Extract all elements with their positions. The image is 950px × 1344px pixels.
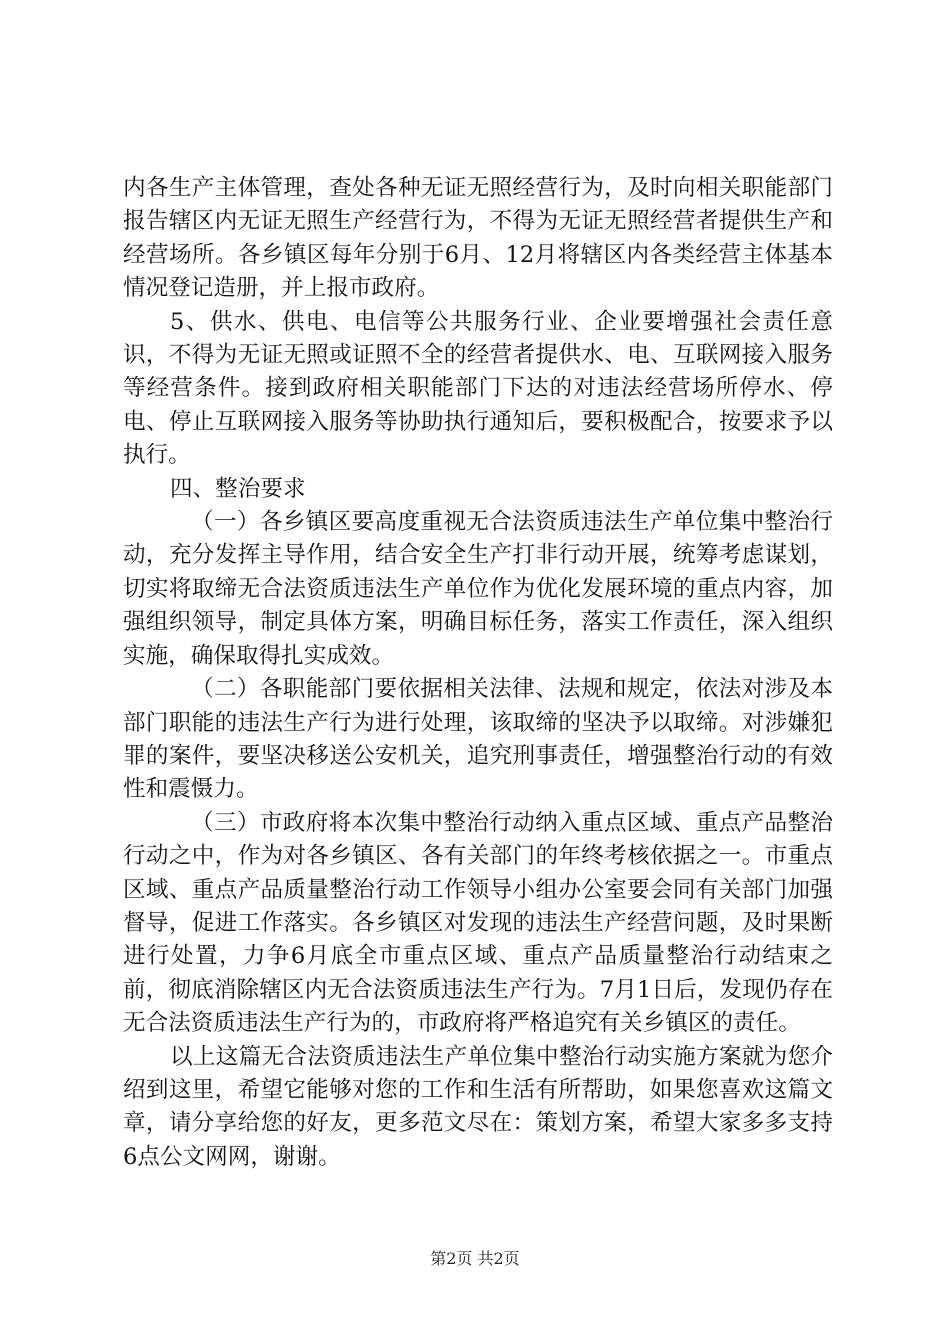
paragraph-requirement-2: （二）各职能部门要依据相关法律、法规和规定，依法对涉及本部门职能的违法生产行为进行处理，该取缔的坚决予以取缔。对涉嫌犯罪的案件，要坚决移送公安机关，追究刑事责任，增强整治行动的有效性和震慑力。 <box>123 676 833 803</box>
document-body <box>123 172 833 1174</box>
paragraph-closing: 以上这篇无合法资质违法生产单位集中整治行动实施方案就为您介绍到这里，希望它能够对您的工作和生活有所帮助，如果您喜欢这篇文章，请分享给您的好友，更多范文尽在：策划方案，希望大家多多支持6点公文网网，谢谢。 <box>123 1043 833 1170</box>
paragraph-requirement-1: （一）各乡镇区要高度重视无合法资质违法生产单位集中整治行动，充分发挥主导作用，结合安全生产打非行动开展，统筹考虑谋划，切实将取缔无合法资质违法生产单位作为优化发展环境的重点内容，加强组织领导，制定具体方案，明确目标任务，落实工作责任，深入组织实施，确保取得扎实成效。 <box>123 509 833 669</box>
section-heading-requirements: 四、整治要求 <box>170 475 306 502</box>
paragraph-continuation: 内各生产主体管理，查处各种无证无照经营行为，及时向相关职能部门报告辖区内无证无照生产经营行为，不得为无证无照经营者提供生产和经营场所。各乡镇区每年分别于6月、12月将辖区内各类经营主体基本情况登记造册，并上报市政府。 <box>123 175 833 302</box>
page-number: 第2页 共2页 <box>430 1249 520 1268</box>
paragraph-item-5: 5、供水、供电、电信等公共服务行业、企业要增强社会责任意识，不得为无证无照或证照不全的经营者提供水、电、互联网接入服务等经营条件。接到政府相关职能部门下达的对违法经营场所停水、停电、停止互联网接入服务等协助执行通知后，要积极配合，按要求予以执行。 <box>123 308 833 469</box>
paragraph-requirement-3: （三）市政府将本次集中整治行动纳入重点区域、重点产品整治行动之中，作为对各乡镇区、各有关部门的年终考核依据之一。市重点区域、重点产品质量整治行动工作领导小组办公室要会同有关部门加强督导，促进工作落实。各乡镇区对发现的违法生产经营问题，及时果断进行处置，力争6月底全市重点区域、重点产品质量整治行动结束之前，彻底消除辖区内无合法资质违法生产行为。7月1日后，发现仍存在无合法资质违法生产行为的，市政府将严格追究有关乡镇区的责任。 <box>123 809 833 1037</box>
